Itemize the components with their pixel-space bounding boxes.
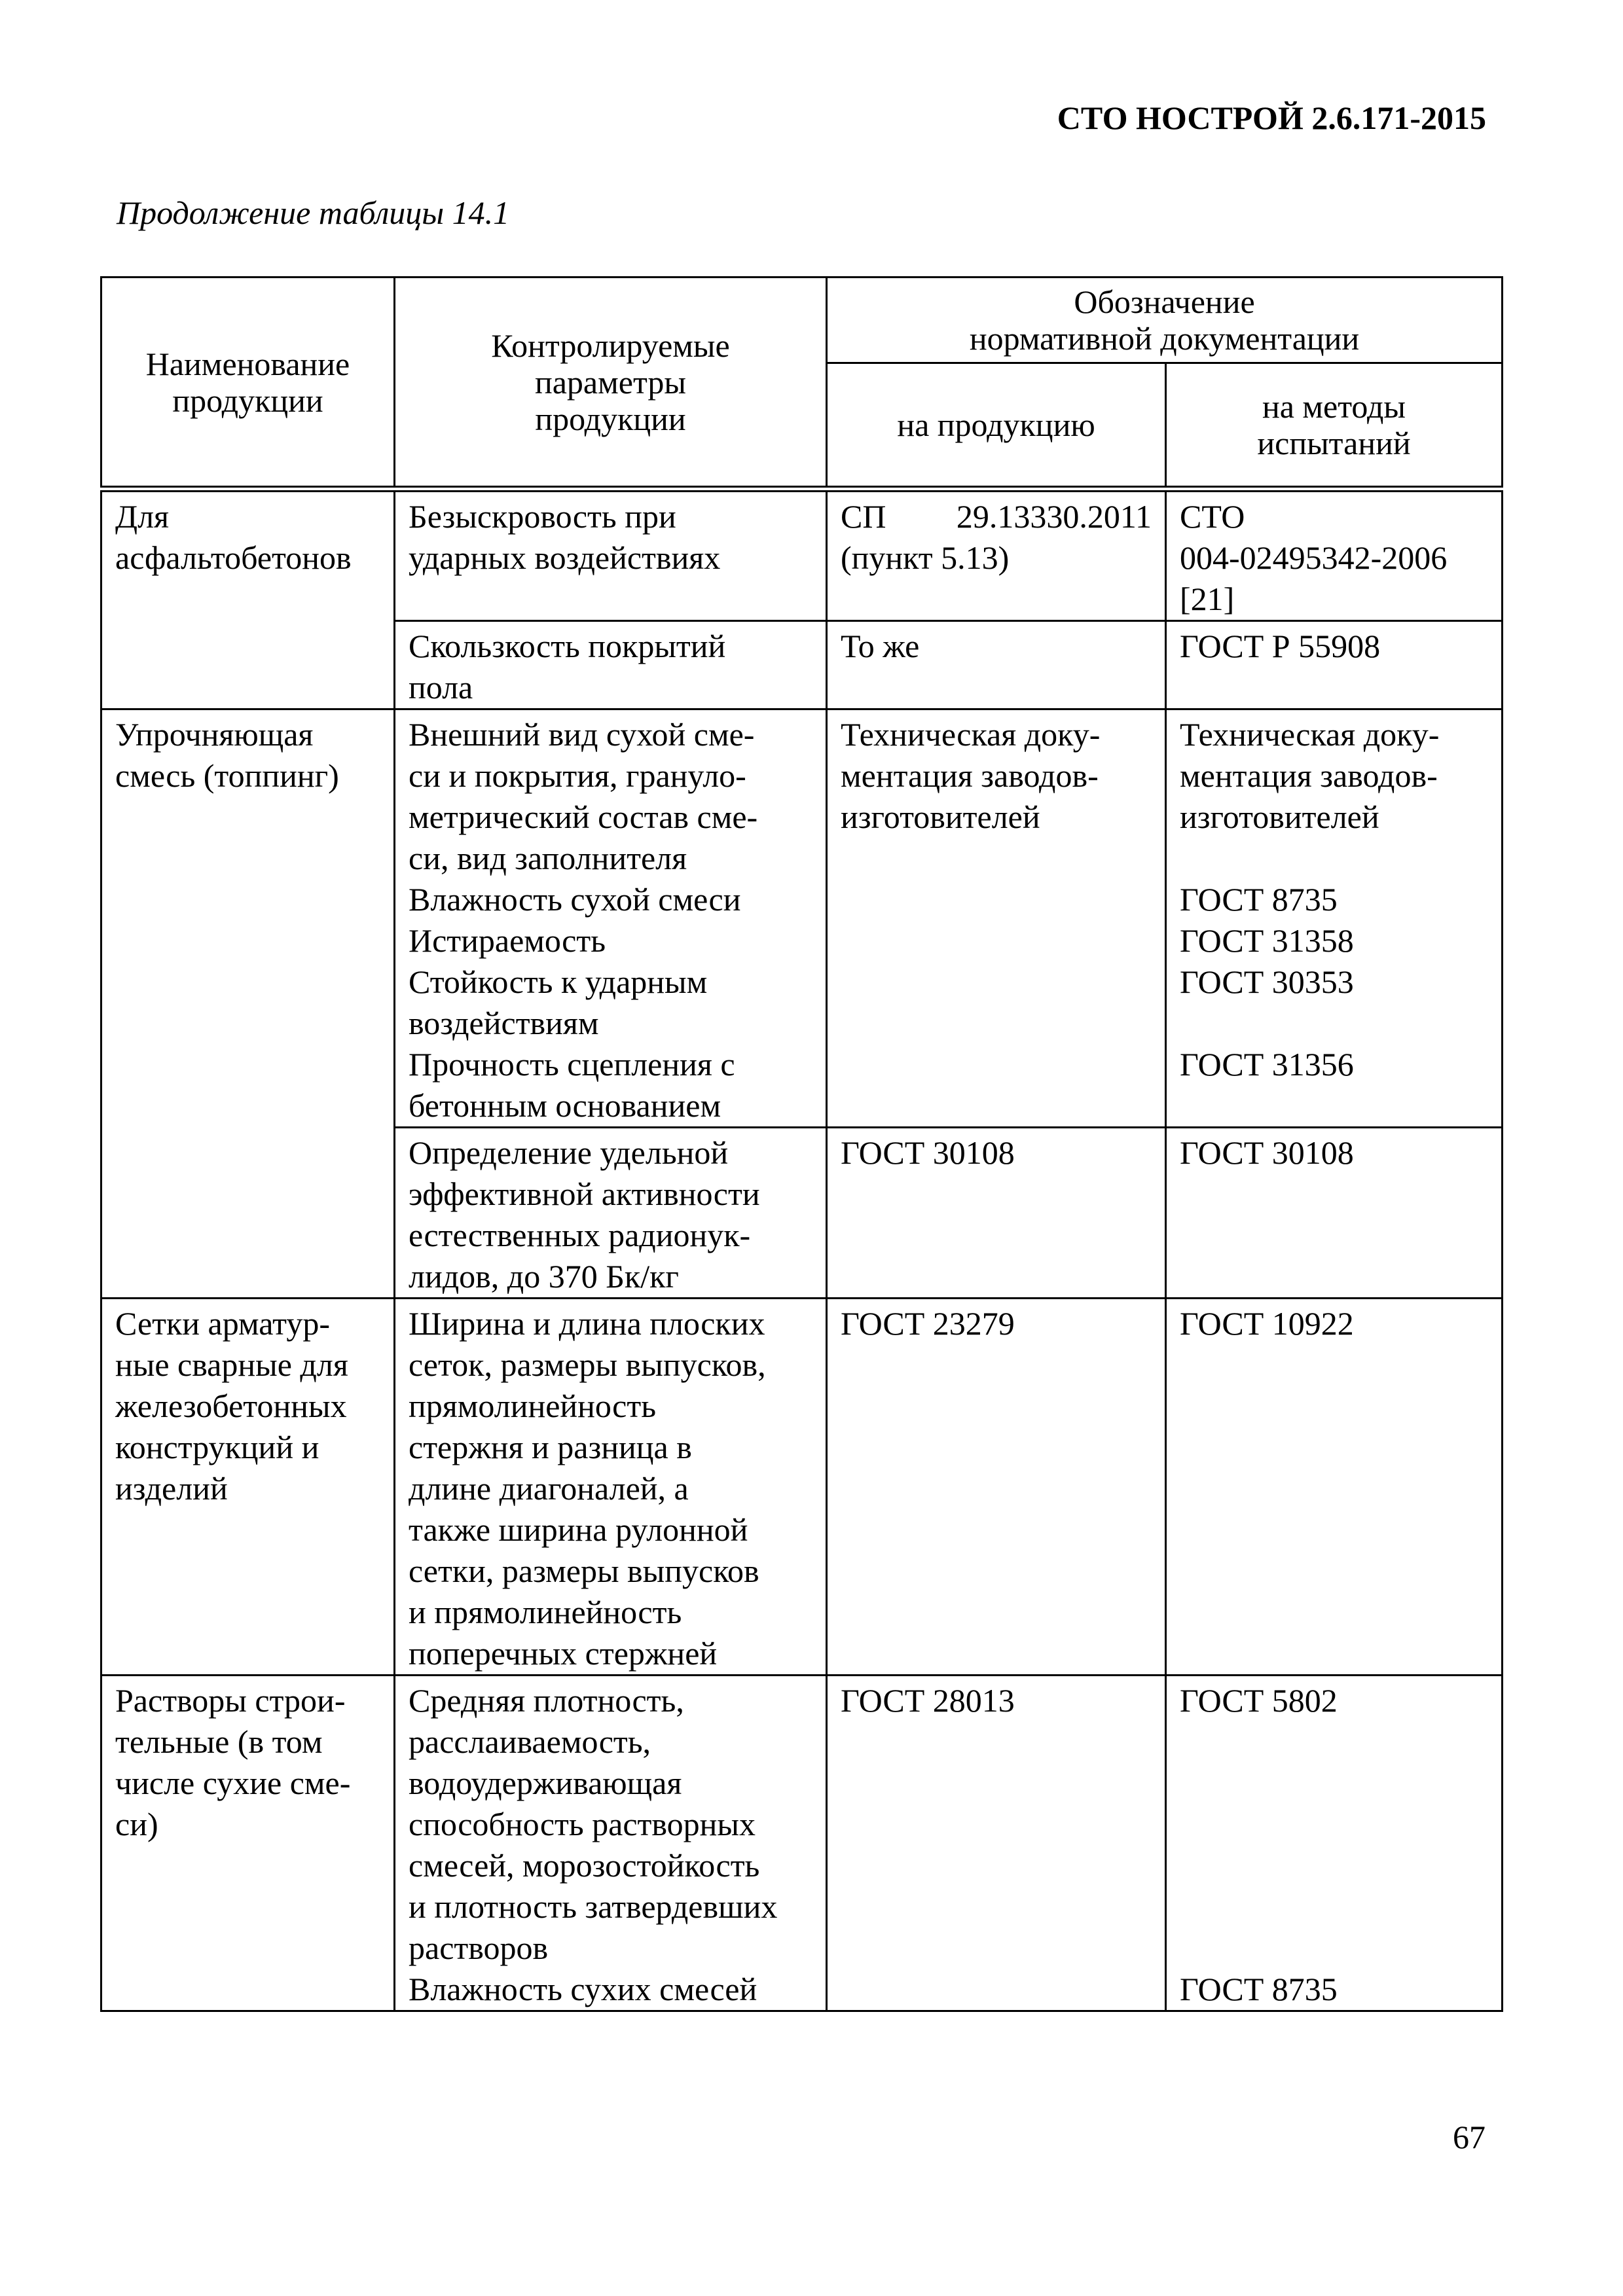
header-test-methods: на методы испытаний xyxy=(1166,363,1503,490)
method-doc-cell: Техническая доку- ментация заводов- изготовителей ГОСТ 8735 ГОСТ 31358 ГОСТ 30353 ГОСТ 31356 xyxy=(1166,709,1503,1128)
product-doc-cell: ГОСТ 30108 xyxy=(827,1128,1166,1299)
product-doc-cell: Техническая доку- ментация заводов- изготовителей xyxy=(827,709,1166,1128)
table-header-row xyxy=(101,278,1503,363)
parameter-cell: Средняя плотность, расслаиваемость, водоудерживающая способность растворных смесей, морозостойкость и плотность затвердевших растворов Влажность сухих смесей xyxy=(395,1676,827,2011)
table-row xyxy=(101,489,1503,621)
method-doc-cell: ГОСТ 30108 xyxy=(1166,1128,1503,1299)
table-row xyxy=(101,709,1503,1128)
table-row xyxy=(101,1299,1503,1676)
parameter-cell: Скользкость покрытий пола xyxy=(395,621,827,709)
product-cell: Сетки арматур- ные сварные для железобетонных конструкций и изделий xyxy=(101,1299,395,1676)
header-doc-for-product: на продукцию xyxy=(827,363,1166,490)
parameter-cell: Внешний вид сухой сме- си и покрытия, грануло- метрический состав сме- си, вид заполнителя Влажность сухой смеси Истираемость Стойкость к ударным воздействиям Прочность сцепления с бетонным основанием xyxy=(395,709,827,1128)
product-doc-cell: ГОСТ 23279 xyxy=(827,1299,1166,1676)
method-doc-cell: ГОСТ 5802 ГОСТ 8735 xyxy=(1166,1676,1503,2011)
product-doc-cell: То же xyxy=(827,621,1166,709)
header-controlled-parameters: Контролируемые параметры продукции xyxy=(395,278,827,490)
method-doc-cell: СТО 004-02495342-2006 [21] xyxy=(1166,489,1503,621)
doc-prefix: СП xyxy=(841,498,886,535)
doc-clause: (пункт 5.13) xyxy=(841,539,1010,576)
product-doc-cell xyxy=(827,489,1166,621)
parameter-cell: Определение удельной эффективной активности естественных радионук- лидов, до 370 Бк/кг xyxy=(395,1128,827,1299)
product-cell: Упрочняющая смесь (топпинг) xyxy=(101,709,395,1299)
doc-number: 29.13330.2011 xyxy=(956,498,1152,535)
table-caption: Продолжение таблицы 14.1 xyxy=(117,194,510,231)
product-doc-cell: ГОСТ 28013 xyxy=(827,1676,1166,2011)
document-code: СТО НОСТРОЙ 2.6.171-2015 xyxy=(1057,99,1486,136)
page-number: 67 xyxy=(1453,2119,1486,2155)
parameter-cell: Безыскровость при ударных воздействиях xyxy=(395,489,827,621)
standards-table xyxy=(100,276,1503,2012)
table-row xyxy=(101,1676,1503,2011)
method-doc-cell: ГОСТ 10922 xyxy=(1166,1299,1503,1676)
product-cell: Для асфальтобетонов xyxy=(101,489,395,709)
method-doc-cell: ГОСТ Р 55908 xyxy=(1166,621,1503,709)
header-normative-docs-group: Обозначение нормативной документации xyxy=(827,278,1503,363)
product-cell: Растворы строи- тельные (в том числе сухие сме- си) xyxy=(101,1676,395,2011)
parameter-cell: Ширина и длина плоских сеток, размеры выпусков, прямолинейность стержня и разница в длине диагоналей, а также ширина рулонной сетки, размеры выпусков и прямолинейность поперечных стержней xyxy=(395,1299,827,1676)
header-product-name: Наименование продукции xyxy=(101,278,395,490)
